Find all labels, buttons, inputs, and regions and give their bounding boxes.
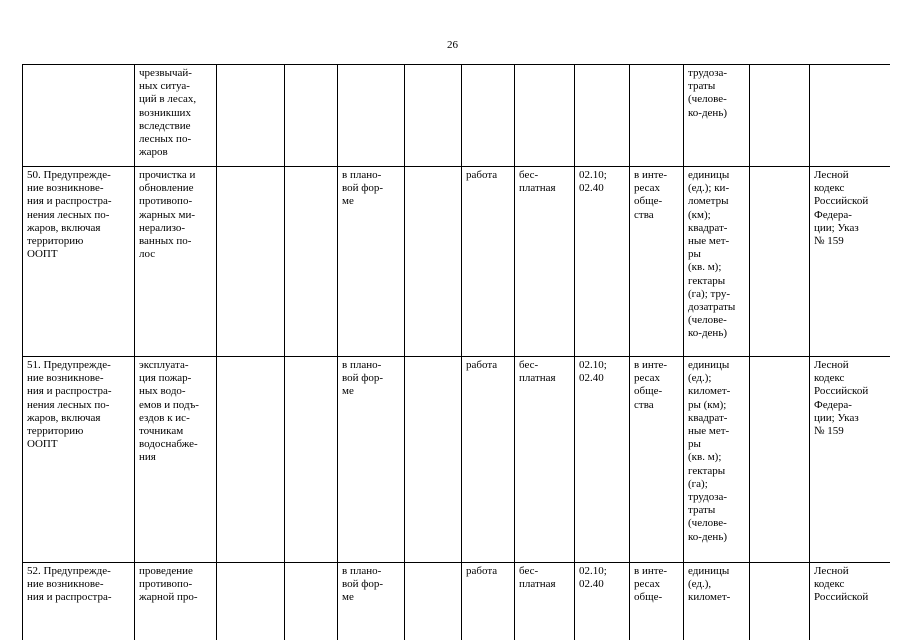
cell-form: в плано- вой фор- ме bbox=[338, 167, 405, 357]
cell-col-6 bbox=[405, 65, 462, 167]
cell-legal-basis: Лесной кодекс Российской Федера- ции; Указ № 159 bbox=[810, 357, 891, 563]
cell-work-content: прочистка и обновление противопо- жарных ми- нерализо- ванных по- лос bbox=[135, 167, 217, 357]
cell-service-name bbox=[23, 65, 135, 167]
cell-payment bbox=[515, 65, 575, 167]
table-body bbox=[23, 65, 891, 640]
page-number: 26 bbox=[447, 39, 458, 51]
cell-legal-basis: Лесной кодекс Российской Федера- ции; Указ № 159 bbox=[810, 167, 891, 357]
cell-work-content: эксплуата- ция пожар- ных водо- емов и подъ- ездов к ис- точникам водоснабже- ния bbox=[135, 357, 217, 563]
document-table-container bbox=[22, 64, 890, 640]
cell-col-6 bbox=[405, 563, 462, 640]
table-row bbox=[23, 357, 891, 563]
cell-col-6 bbox=[405, 167, 462, 357]
cell-units: трудоза- траты (челове- ко-день) bbox=[684, 65, 750, 167]
table-row bbox=[23, 167, 891, 357]
document-table bbox=[22, 64, 890, 640]
cell-col-4 bbox=[285, 65, 338, 167]
cell-col-4 bbox=[285, 167, 338, 357]
cell-col-12 bbox=[750, 357, 810, 563]
cell-beneficiary: в инте- ресах обще- bbox=[630, 563, 684, 640]
table-row bbox=[23, 65, 891, 167]
cell-units: единицы (ед.); ки- лометры (км); квадрат- ные мет- ры (кв. м); гектары (га); тру- дозатраты (челове- ко-день) bbox=[684, 167, 750, 357]
cell-type: работа bbox=[462, 357, 515, 563]
cell-units: единицы (ед.); километ- ры (км); квадрат- ные мет- ры (кв. м); гектары (га); трудоза- траты (челове- ко-день) bbox=[684, 357, 750, 563]
cell-col-12 bbox=[750, 563, 810, 640]
cell-col-4 bbox=[285, 357, 338, 563]
cell-type bbox=[462, 65, 515, 167]
cell-work-content: проведение противопо- жарной про- bbox=[135, 563, 217, 640]
cell-col-4 bbox=[285, 563, 338, 640]
cell-col-12 bbox=[750, 65, 810, 167]
cell-form: в плано- вой фор- ме bbox=[338, 357, 405, 563]
cell-beneficiary bbox=[630, 65, 684, 167]
cell-okved-code: 02.10; 02.40 bbox=[575, 563, 630, 640]
cell-col-3 bbox=[217, 357, 285, 563]
cell-okved-code: 02.10; 02.40 bbox=[575, 357, 630, 563]
cell-okved-code bbox=[575, 65, 630, 167]
cell-service-name: 52. Предупрежде- ние возникнове- ния и распростра- bbox=[23, 563, 135, 640]
cell-col-3 bbox=[217, 65, 285, 167]
cell-form bbox=[338, 65, 405, 167]
cell-col-6 bbox=[405, 357, 462, 563]
cell-service-name: 50. Предупрежде- ние возникнове- ния и распростра- нения лесных по- жаров, включая территорию ООПТ bbox=[23, 167, 135, 357]
cell-service-name: 51. Предупрежде- ние возникнове- ния и распростра- нения лесных по- жаров, включая территорию ООПТ bbox=[23, 357, 135, 563]
cell-col-3 bbox=[217, 167, 285, 357]
cell-type: работа bbox=[462, 563, 515, 640]
cell-beneficiary: в инте- ресах обще- ства bbox=[630, 357, 684, 563]
cell-form: в плано- вой фор- ме bbox=[338, 563, 405, 640]
table-row bbox=[23, 563, 891, 640]
cell-payment: бес- платная bbox=[515, 167, 575, 357]
cell-legal-basis bbox=[810, 65, 891, 167]
cell-legal-basis: Лесной кодекс Российской bbox=[810, 563, 891, 640]
cell-work-content: чрезвычай- ных ситуа- ций в лесах, возникших вследствие лесных по- жаров bbox=[135, 65, 217, 167]
cell-okved-code: 02.10; 02.40 bbox=[575, 167, 630, 357]
cell-type: работа bbox=[462, 167, 515, 357]
cell-units: единицы (ед.), километ- bbox=[684, 563, 750, 640]
cell-col-12 bbox=[750, 167, 810, 357]
cell-payment: бес- платная bbox=[515, 563, 575, 640]
cell-col-3 bbox=[217, 563, 285, 640]
cell-beneficiary: в инте- ресах обще- ства bbox=[630, 167, 684, 357]
cell-payment: бес- платная bbox=[515, 357, 575, 563]
